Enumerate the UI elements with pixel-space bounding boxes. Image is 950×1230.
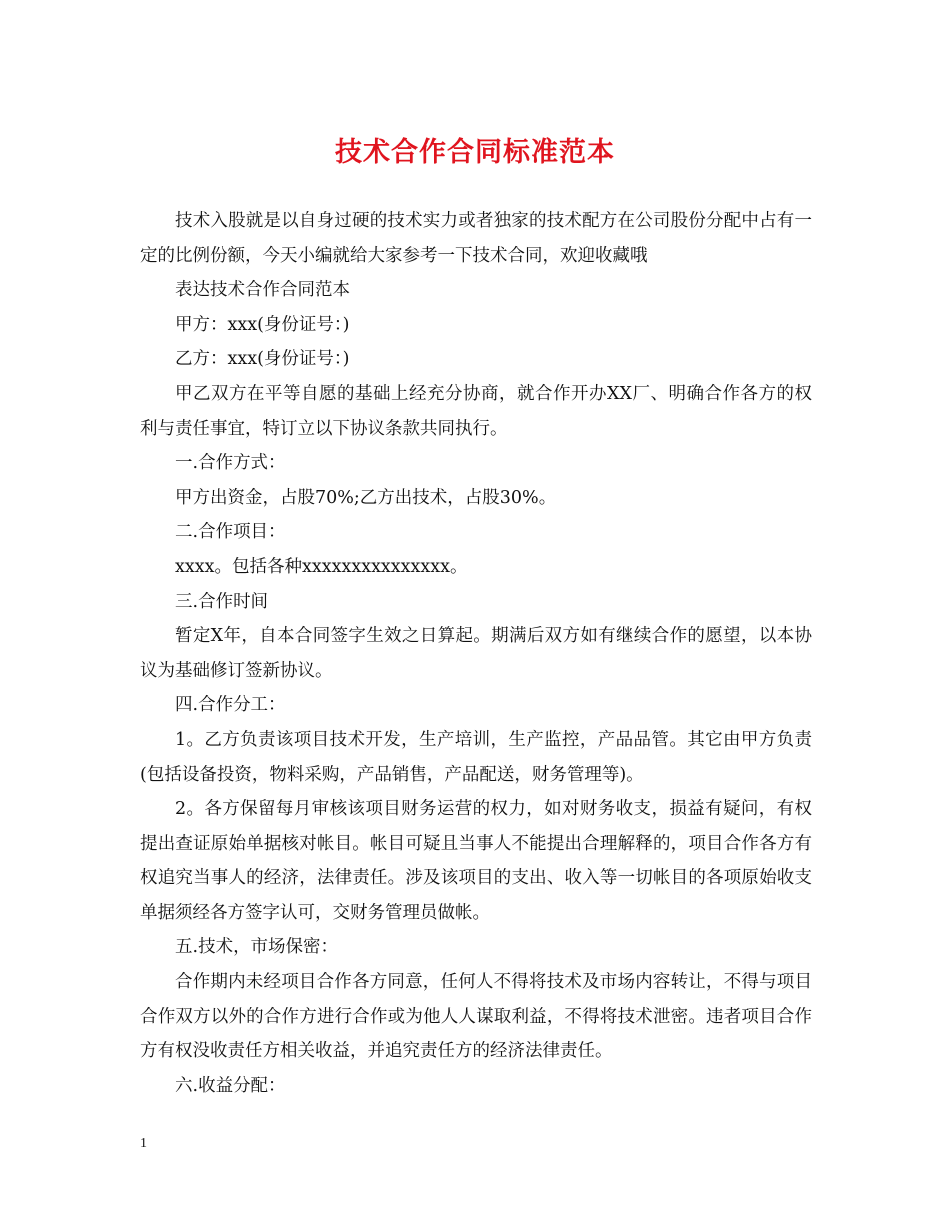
- section-heading: 六.收益分配：: [175, 1075, 286, 1096]
- paragraph: 甲乙双方在平等自愿的基础上经充分协商，就合作开办XX厂、明确合作各方的权利与责任事宜，特订立以下协议条款共同执行。: [140, 383, 812, 439]
- paragraph: 2。各方保留每月审核该项目财务运营的权力，如对财务收支，损益有疑问，有权提出查证原始单据核对帐目。帐目可疑且当事人不能提出合理解释的，项目合作各方有权追究当事人的经济，法律责任。涉及该项目的支出、收入等一切帐目的各项原始收支单据须经各方签字认可，交财务管理员做帐。: [140, 799, 812, 923]
- section-heading: 三.合作时间: [175, 591, 269, 612]
- section-heading: 一.合作方式：: [175, 453, 286, 474]
- section-heading: 五.技术，市场保密：: [175, 937, 339, 958]
- section-heading: 二.合作项目：: [175, 522, 286, 543]
- paragraph: 1。乙方负责该项目技术开发，生产培训，生产监控，产品品管。其它由甲方负责(包括设备投资，物料采购，产品销售，产品配送，财务管理等)。: [140, 729, 812, 785]
- paragraph: 甲方：xxx(身份证号：): [175, 314, 350, 335]
- paragraph: 暂定X年，自本合同签字生效之日算起。期满后双方如有继续合作的愿望，以本协议为基础修订签新协议。: [140, 626, 812, 681]
- paragraph: 表达技术合作合同范本: [175, 280, 350, 301]
- document-title: 技术合作合同标准范本: [335, 137, 615, 168]
- paragraph: 乙方：xxx(身份证号：): [175, 349, 350, 370]
- document-body: [140, 204, 812, 1103]
- paragraph: xxxx。包括各种xxxxxxxxxxxxxxx。: [175, 556, 468, 577]
- paragraph: 合作期内未经项目合作各方同意，任何人不得将技术及市场内容转让，不得与项目合作双方以外的合作方进行合作或为他人人谋取利益，不得将技术泄密。违者项目合作方有权没收责任方相关收益，并追究责任方的经济法律责任。: [140, 972, 812, 1062]
- paragraph: 甲方出资金，占股70%;乙方出技术，占股30%。: [175, 487, 557, 508]
- paragraph: 技术入股就是以自身过硬的技术实力或者独家的技术配方在公司股份分配中占有一定的比例份额，今天小编就给大家参考一下技术合同，欢迎收藏哦: [140, 211, 812, 266]
- section-heading: 四.合作分工：: [175, 695, 286, 716]
- page-number: 1: [140, 1136, 147, 1151]
